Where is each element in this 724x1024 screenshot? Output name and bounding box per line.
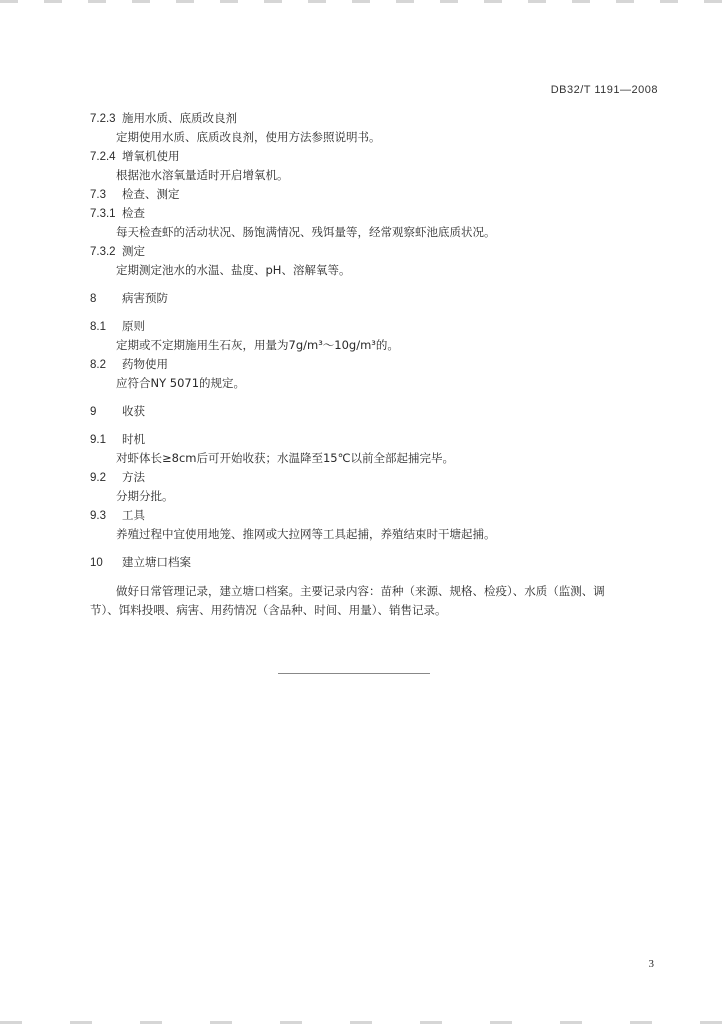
section-heading-8 [90,291,168,306]
paragraph-7-3-1: 每天检查虾的活动状况、肠饱满情况、残饵量等，经常观察虾池底质状况。 [116,225,496,239]
section-number: 9 [90,406,97,418]
section-title: 增氧机使用 [122,149,180,163]
section-number: 7.2.3 [90,113,116,125]
section-title: 检查 [122,206,145,220]
section-title: 建立塘口档案 [122,555,191,569]
section-heading-7-3 [90,187,180,202]
section-title: 时机 [122,432,145,446]
section-heading-9-2 [90,470,145,485]
section-number: 10 [90,557,103,569]
paragraph-7-2-4: 根据池水溶氧量适时开启增氧机。 [116,168,289,182]
paragraph-8-1: 定期或不定期施用生石灰，用量为7g/m³～10g/m³的。 [116,338,399,352]
section-title: 检查、测定 [122,187,180,201]
section-heading-9 [90,404,145,419]
section-heading-8-2 [90,357,168,372]
section-heading-8-1 [90,319,145,334]
section-heading-9-3 [90,508,145,523]
section-number: 7.3.2 [90,246,116,258]
paragraph-9-1: 对虾体长≥8cm后可开始收获；水温降至15℃以前全部起捕完毕。 [116,451,455,465]
end-separator-line [278,673,430,674]
section-heading-7-3-2 [90,244,145,259]
paragraph-9-3: 养殖过程中宜使用地笼、推网或大拉网等工具起捕，养殖结束时干塘起捕。 [116,527,496,541]
page-number: 3 [648,958,654,970]
paragraph-7-2-3: 定期使用水质、底质改良剂，使用方法参照说明书。 [116,130,381,144]
section-title: 方法 [122,470,145,484]
paragraph-10-line-1: 做好日常管理记录，建立塘口档案。主要记录内容：苗种（来源、规格、检疫）、水质（监测、调 [116,584,605,598]
section-title: 收获 [122,404,145,418]
section-heading-7-2-4 [90,149,180,164]
section-title: 原则 [122,319,145,333]
scan-edge-top [0,0,724,3]
section-number: 7.2.4 [90,151,116,163]
section-title: 工具 [122,508,145,522]
section-heading-9-1 [90,432,145,447]
paragraph-8-2: 应符合NY 5071的规定。 [116,376,246,390]
paragraph-10-line-2: 节）、饵料投喂、病害、用药情况（含品种、时间、用量）、销售记录。 [90,603,447,617]
section-heading-10 [90,555,191,570]
section-number: 8.1 [90,321,106,333]
section-number: 7.3.1 [90,208,116,220]
section-title: 测定 [122,244,145,258]
section-heading-7-2-3 [90,111,237,126]
section-title: 药物使用 [122,357,168,371]
section-number: 9.1 [90,434,106,446]
section-number: 8 [90,293,97,305]
section-number: 9.3 [90,510,106,522]
section-number: 8.2 [90,359,106,371]
section-number: 7.3 [90,189,106,201]
section-title: 施用水质、底质改良剂 [122,111,237,125]
paragraph-9-2: 分期分批。 [116,489,174,503]
section-title: 病害预防 [122,291,168,305]
section-heading-7-3-1 [90,206,145,221]
paragraph-7-3-2: 定期测定池水的水温、盐度、pH、溶解氧等。 [116,263,351,277]
section-number: 9.2 [90,472,106,484]
standard-code: DB32/T 1191—2008 [550,84,658,96]
